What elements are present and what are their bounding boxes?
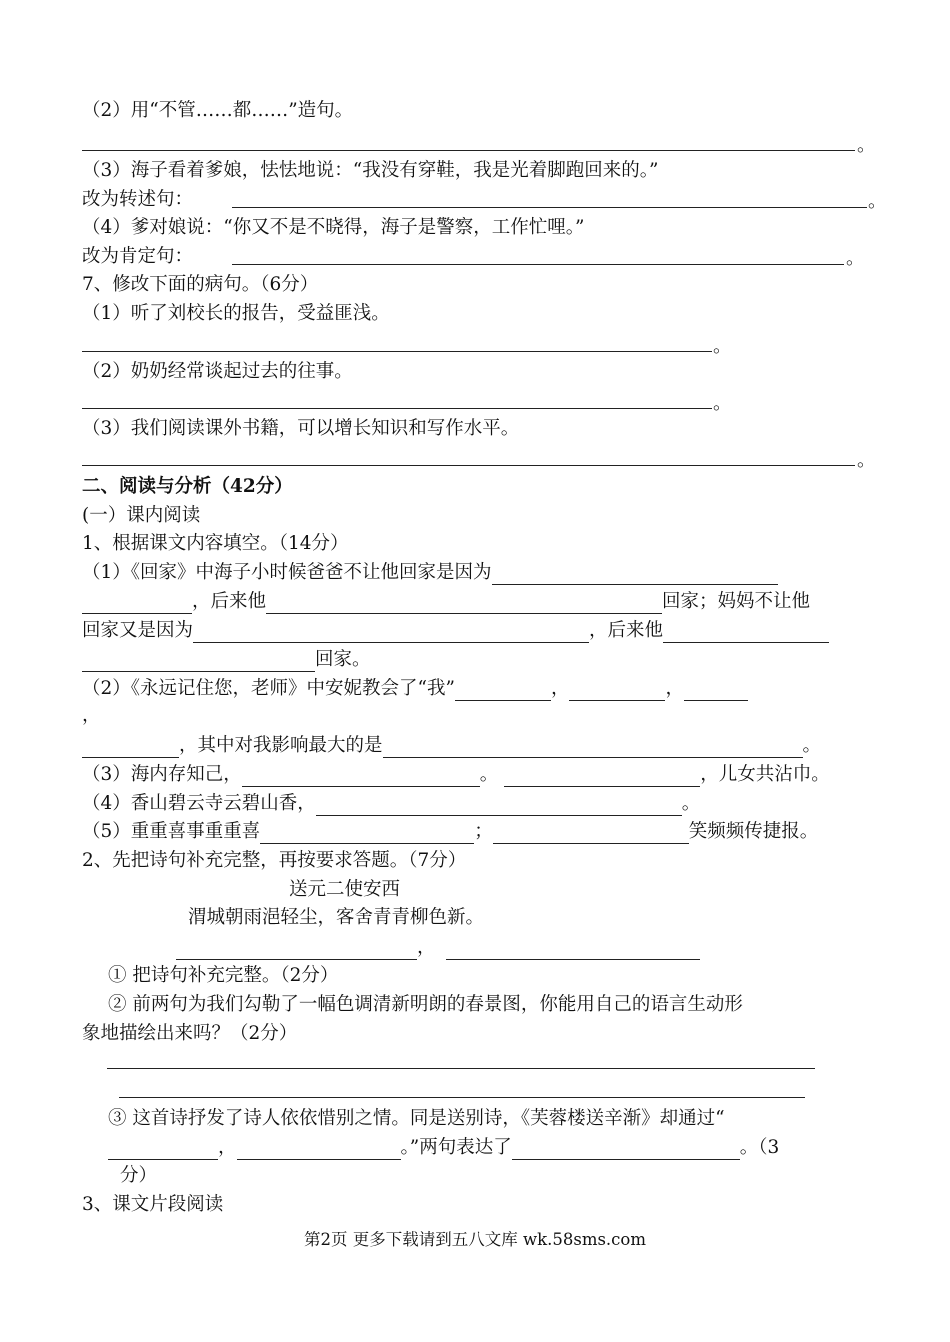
period: 。	[857, 450, 876, 471]
q6-s3-prompt: （3）海子看着爹娘，怯怯地说：“我没有穿鞋，我是光着脚跑回来的。”	[82, 160, 659, 181]
blank[interactable]	[663, 622, 829, 643]
q6-s4-prompt: （4）爹对娘说：“你又不是不晓得，海子是警察，工作忙哩。”	[82, 217, 585, 238]
answer-line[interactable]	[119, 1097, 805, 1098]
blank[interactable]	[237, 1139, 401, 1160]
q1-4: （4）香山碧云寺云碧山香， 。	[82, 793, 701, 814]
q6-s4-label: 改为肯定句：	[82, 246, 194, 267]
q2-title: 2、先把诗句补充完整，再按要求答题。（7分）	[82, 850, 467, 871]
period: 。	[857, 135, 876, 156]
period: 。	[846, 248, 865, 269]
q7-s1: （1）听了刘校长的报告，受益匪浅。	[82, 303, 390, 324]
q6-s2-prompt: （2）用“不管……都……”造句。	[82, 100, 354, 121]
answer-line[interactable]	[82, 351, 712, 352]
period: 。	[713, 393, 732, 414]
q1-title: 1、根据课文内容填空。（14分）	[82, 533, 349, 554]
blank[interactable]	[82, 593, 192, 614]
q1-2-line2: ，其中对我影响最大的是 。	[82, 734, 821, 758]
q1-1-line2: ，后来他 回家；妈妈不让他	[82, 590, 810, 614]
answer-line[interactable]	[82, 150, 855, 151]
q7-title: 7、修改下面的病句。（6分）	[82, 274, 319, 295]
q3-title: 3、课文片段阅读	[82, 1194, 224, 1215]
period: 。	[713, 336, 732, 357]
q2-2-line1: ② 前两句为我们勾勒了一幅色调清新明朗的春景图，你能用自己的语言生动形	[108, 994, 743, 1015]
poem-blanks: ，	[176, 936, 700, 960]
poem-title: 送元二使安西	[289, 879, 401, 900]
blank[interactable]	[108, 1139, 218, 1160]
blank[interactable]	[316, 795, 682, 816]
answer-line[interactable]	[82, 408, 712, 409]
blank[interactable]	[266, 593, 662, 614]
q2-1: ① 把诗句补充完整。（2分）	[108, 965, 339, 986]
answer-line[interactable]	[232, 264, 844, 265]
q2-3-line1: ③ 这首诗抒发了诗人依依惜别之情。同是送别诗，《芙蓉楼送辛渐》却通过“	[108, 1108, 725, 1129]
blank[interactable]	[260, 823, 474, 844]
q1-1-line4: 回家。	[82, 648, 371, 672]
answer-line[interactable]	[107, 1068, 815, 1069]
poem-line1: 渭城朝雨浥轻尘，客舍青青柳色新。	[188, 907, 485, 928]
q1-2-line1: （2）《永远记住您，老师》中安妮教会了“我” ， ，	[82, 677, 748, 701]
q1-1-line1: （1）《回家》中海子小时候爸爸不让他回家是因为	[82, 561, 778, 585]
q2-3-line3: 分）	[120, 1165, 158, 1186]
blank[interactable]	[242, 766, 480, 787]
blank[interactable]	[446, 939, 700, 960]
q1-3: （3）海内存知己， 。 ，儿女共沾巾。	[82, 764, 830, 785]
blank[interactable]	[383, 737, 803, 758]
blank[interactable]	[512, 1139, 740, 1160]
page-footer: 第2页 更多下载请到五八文库 wk.58sms.com	[304, 1230, 646, 1249]
q7-s2: （2）奶奶经常谈起过去的往事。	[82, 361, 353, 382]
section2-title: 二、阅读与分析（42分）	[82, 476, 293, 497]
blank[interactable]	[569, 680, 665, 701]
blank[interactable]	[504, 766, 700, 787]
blank[interactable]	[82, 651, 315, 672]
blank[interactable]	[455, 680, 551, 701]
q7-s3: （3）我们阅读课外书籍，可以增长知识和写作水平。	[82, 418, 520, 439]
blank[interactable]	[684, 680, 748, 701]
blank[interactable]	[193, 622, 589, 643]
q2-2-line2: 象地描绘出来吗？（2分）	[82, 1023, 298, 1044]
comma: ，	[82, 705, 101, 726]
blank[interactable]	[82, 737, 179, 758]
q2-3-line2: ， 。”两句表达了 。（3	[108, 1136, 779, 1160]
period: 。	[868, 191, 887, 212]
blank[interactable]	[492, 564, 778, 585]
q1-1-line3: 回家又是因为 ，后来他	[82, 619, 829, 643]
section2-sub1: (一）课内阅读	[82, 505, 201, 526]
answer-line[interactable]	[232, 207, 867, 208]
q1-5: （5）重重喜事重重喜 ； 笑频频传捷报。	[82, 821, 819, 842]
blank[interactable]	[176, 939, 417, 960]
answer-line[interactable]	[82, 465, 855, 466]
q6-s3-label: 改为转述句：	[82, 189, 194, 210]
blank[interactable]	[493, 823, 689, 844]
